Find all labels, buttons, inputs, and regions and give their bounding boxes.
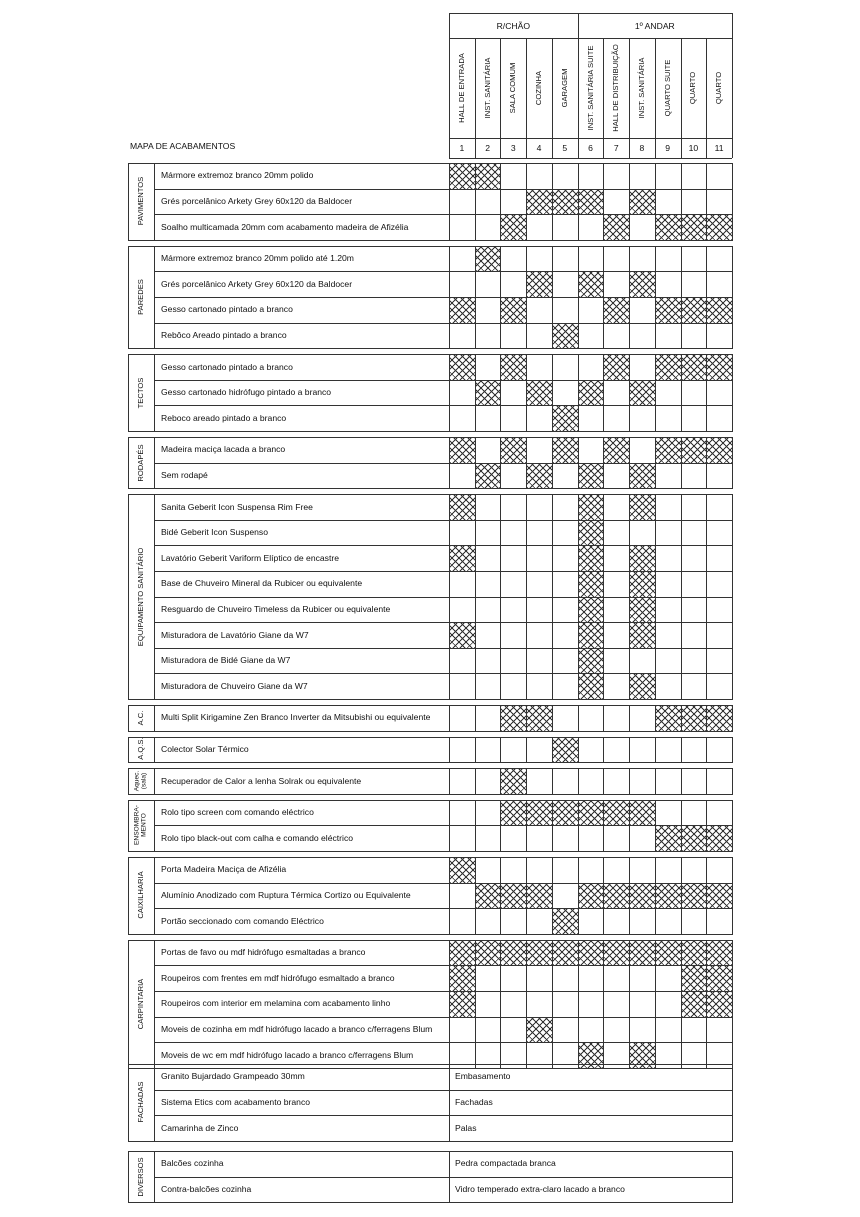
grid-column-line <box>500 737 501 763</box>
hatched-cell-room-8 <box>630 884 655 909</box>
hatched-cell-room-5 <box>553 190 578 215</box>
section-label: CAIXILHARIA <box>136 871 146 920</box>
hatched-cell-room-6 <box>579 572 604 597</box>
hatched-cell-room-10 <box>682 438 707 463</box>
grid-left-line <box>449 705 450 731</box>
row-line <box>154 1090 732 1091</box>
grid-left-line <box>449 768 450 794</box>
hatched-cell-room-7 <box>604 884 629 909</box>
grid-column-line <box>629 705 630 731</box>
hatched-cell-room-6 <box>579 381 604 406</box>
hatched-cell-room-5 <box>553 738 578 763</box>
hatched-cell-room-3 <box>501 298 526 323</box>
grid-column-line <box>706 737 707 763</box>
finish-label: Alumínio Anodizado com Ruptura Térmica Cortizo ou Equivalente <box>161 889 411 900</box>
grid-column-line <box>655 768 656 794</box>
section-name-divider <box>154 857 155 934</box>
section-name-divider <box>154 163 155 240</box>
row-line <box>154 991 732 992</box>
item-value: Fachadas <box>455 1096 493 1107</box>
grid-column-line <box>526 768 527 794</box>
section-name-divider <box>154 1064 155 1141</box>
hatched-cell-room-7 <box>604 355 629 380</box>
hatched-cell-room-2 <box>476 381 501 406</box>
hatched-cell-room-8 <box>630 674 655 699</box>
row-line <box>154 1017 732 1018</box>
hatched-cell-room-2 <box>476 464 501 489</box>
finish-label: Soalho multicamada 20mm com acabamento madeira de Afizélia <box>161 221 409 232</box>
hatched-cell-room-4 <box>527 381 552 406</box>
hatched-cell-room-8 <box>630 572 655 597</box>
grid-left-line <box>449 737 450 763</box>
room-number: 10 <box>688 143 699 153</box>
hatched-cell-room-10 <box>682 992 707 1017</box>
value-column-line <box>449 1064 450 1141</box>
finish-label: Lavatório Geberit Variform Elíptico de encastre <box>161 552 340 563</box>
finish-label: Moveis de cozinha em mdf hidrófugo lacado a branco c/ferragens Blum <box>161 1023 433 1034</box>
header-column-line <box>706 38 707 158</box>
finish-label: Reboco areado pintado a branco <box>161 412 287 423</box>
hatched-cell-room-2 <box>476 247 501 272</box>
hatched-cell-room-3 <box>501 215 526 240</box>
finish-label: Recuperador de Calor a lenha Solrak ou equivalente <box>161 775 362 786</box>
section-label: PAVIMENTOS <box>136 177 146 226</box>
section-label: ENSOMBRA- MENTO <box>133 805 147 846</box>
hatched-cell-room-1 <box>450 495 475 520</box>
floor-divider-line <box>578 13 579 158</box>
header-column-line <box>629 38 630 158</box>
grid-column-line <box>681 768 682 794</box>
hatched-cell-room-2 <box>476 941 501 966</box>
floor-label-ground: R/CHÃO <box>496 21 531 31</box>
grid-column-line <box>681 737 682 763</box>
hatched-cell-room-11 <box>707 298 732 323</box>
finish-label: Mármore extremoz branco 20mm polido <box>161 170 314 181</box>
hatched-cell-room-11 <box>707 826 732 851</box>
hatched-cell-room-6 <box>579 546 604 571</box>
hatched-cell-room-9 <box>656 355 681 380</box>
page-title: MAPA DE ACABAMENTOS <box>130 141 236 151</box>
hatched-cell-room-3 <box>501 438 526 463</box>
hatched-cell-room-8 <box>630 546 655 571</box>
hatched-cell-room-1 <box>450 355 475 380</box>
hatched-cell-room-1 <box>450 966 475 991</box>
hatched-cell-room-9 <box>656 884 681 909</box>
header-top-line <box>449 13 732 14</box>
hatched-cell-room-8 <box>630 623 655 648</box>
hatched-cell-room-6 <box>579 623 604 648</box>
finish-label: Mármore extremoz branco 20mm polido até 1.20m <box>161 253 354 264</box>
finish-label: Gesso cartonado hidrófugo pintado a branco <box>161 387 332 398</box>
section-name-divider <box>154 940 155 1068</box>
hatched-cell-room-6 <box>579 521 604 546</box>
hatched-cell-room-10 <box>682 355 707 380</box>
finish-label: Colector Solar Térmico <box>161 743 249 754</box>
hatched-cell-room-9 <box>656 941 681 966</box>
hatched-cell-room-8 <box>630 495 655 520</box>
hatched-cell-room-4 <box>527 941 552 966</box>
hatched-cell-room-3 <box>501 769 526 794</box>
room-number: 6 <box>588 143 593 153</box>
hatched-cell-room-9 <box>656 215 681 240</box>
row-line <box>154 323 732 324</box>
room-number-row-line <box>449 138 732 139</box>
room-number: 4 <box>536 143 542 153</box>
hatched-cell-room-1 <box>450 992 475 1017</box>
section-label: RODAPÉS <box>136 444 146 482</box>
hatched-cell-room-4 <box>527 706 552 731</box>
hatched-cell-room-1 <box>450 623 475 648</box>
room-name-label: SALA COMUM <box>508 62 518 114</box>
room-name-label: HALL DE DISTRIBUIÇÃO <box>611 44 621 132</box>
finish-label: Roupeiros com interior em melamina com acabamento linho <box>161 998 391 1009</box>
room-name-label: INST. SANITÁRIA <box>637 57 647 119</box>
hatched-cell-room-10 <box>682 826 707 851</box>
room-number: 2 <box>485 143 490 153</box>
room-number: 5 <box>562 143 568 153</box>
finish-label: Gesso cartonado pintado a branco <box>161 304 293 315</box>
section-label: TECTOS <box>136 377 146 408</box>
header-column-line <box>500 38 501 158</box>
hatched-cell-room-2 <box>476 884 501 909</box>
hatched-cell-room-1 <box>450 438 475 463</box>
hatched-cell-room-5 <box>553 438 578 463</box>
row-line <box>154 214 732 215</box>
finish-label: Multi Split Kirigamine Zen Branco Inverter da Mitsubishi ou equivalente <box>161 712 431 723</box>
hatched-cell-room-5 <box>553 801 578 826</box>
finish-label: Sanita Geberit Icon Suspensa Rim Free <box>161 501 313 512</box>
finish-label: Portas de favo ou mdf hidrófugo esmaltadas a branco <box>161 947 366 958</box>
hatched-cell-room-8 <box>630 801 655 826</box>
hatched-cell-room-11 <box>707 215 732 240</box>
grid-column-line <box>603 768 604 794</box>
hatched-cell-room-5 <box>553 909 578 934</box>
row-line <box>154 1115 732 1116</box>
hatched-cell-room-11 <box>707 706 732 731</box>
floor-row-line <box>449 38 732 39</box>
room-number: 9 <box>665 143 671 153</box>
hatched-cell-room-5 <box>553 941 578 966</box>
hatched-cell-room-6 <box>579 190 604 215</box>
hatched-cell-room-1 <box>450 164 475 189</box>
finish-label: Rebôco Areado pintado a branco <box>161 329 287 340</box>
room-number: 3 <box>510 143 516 153</box>
grid-column-line <box>578 705 579 731</box>
hatched-cell-room-10 <box>682 966 707 991</box>
finish-label: Portão seccionado com comando Eléctrico <box>161 915 324 926</box>
hatched-cell-room-10 <box>682 706 707 731</box>
hatched-cell-room-6 <box>579 464 604 489</box>
hatched-cell-room-7 <box>604 298 629 323</box>
hatched-cell-room-6 <box>579 801 604 826</box>
room-name-label: INST. SANITÁRIA SUITE <box>585 45 595 131</box>
hatched-cell-room-4 <box>527 272 552 297</box>
row-line <box>154 520 732 521</box>
hatched-cell-room-6 <box>579 495 604 520</box>
grid-column-line <box>629 768 630 794</box>
hatched-cell-room-4 <box>527 801 552 826</box>
hatched-cell-room-1 <box>450 858 475 883</box>
hatched-cell-room-9 <box>656 298 681 323</box>
finish-label: Roupeiros com frentes em mdf hidrófugo esmaltado a branco <box>161 972 395 983</box>
row-line <box>154 908 732 909</box>
hatched-cell-room-3 <box>501 801 526 826</box>
section-label: CARPINTARIA <box>136 978 146 1030</box>
hatched-cell-room-10 <box>682 298 707 323</box>
room-name-label: GARAGEM <box>559 68 569 108</box>
hatched-cell-room-6 <box>579 272 604 297</box>
grid-column-line <box>475 705 476 731</box>
hatched-cell-room-11 <box>707 355 732 380</box>
hatched-cell-room-3 <box>501 941 526 966</box>
header-right-line <box>732 13 733 158</box>
hatched-cell-room-4 <box>527 464 552 489</box>
header-left-line <box>449 13 450 158</box>
item-label: Granito Bujardado Grampeado 30mm <box>161 1071 305 1082</box>
hatched-cell-room-10 <box>682 884 707 909</box>
item-label: Sistema Etics com acabamento branco <box>161 1096 311 1107</box>
hatched-cell-room-6 <box>579 941 604 966</box>
finish-label: Grés porcelânico Arkety Grey 60x120 da Baldocer <box>161 195 353 206</box>
floor-label-first: 1º ANDAR <box>634 21 675 31</box>
hatched-cell-room-4 <box>527 1018 552 1043</box>
hatched-cell-room-7 <box>604 941 629 966</box>
hatched-cell-room-6 <box>579 598 604 623</box>
hatched-cell-room-8 <box>630 272 655 297</box>
finish-label: Misturadora de Lavatório Giane da W7 <box>161 629 309 640</box>
hatched-cell-room-4 <box>527 190 552 215</box>
facades-section-label: FACHADAS <box>136 1081 146 1123</box>
section-name-divider <box>154 705 155 731</box>
finish-label: Porta Madeira Maciça de Afizélia <box>161 864 287 875</box>
header-column-line <box>603 38 604 158</box>
grid-column-line <box>655 737 656 763</box>
finish-label: Bidé Geberit Icon Suspenso <box>161 527 269 538</box>
finish-label: Base de Chuveiro Mineral da Rubicer ou equivalente <box>161 578 363 589</box>
item-label: Balcões cozinha <box>161 1158 224 1169</box>
hatched-cell-room-9 <box>656 438 681 463</box>
finish-label: Resguardo de Chuveiro Timeless da Rubicer ou equivalente <box>161 603 391 614</box>
hatched-cell-room-3 <box>501 706 526 731</box>
room-name-label: COZINHA <box>534 70 544 106</box>
hatched-cell-room-9 <box>656 826 681 851</box>
hatched-cell-room-11 <box>707 438 732 463</box>
section-label: EQUIPAMENTO SANITÁRIO <box>136 547 146 646</box>
item-value: Vidro temperado extra-claro lacado a branco <box>455 1183 625 1194</box>
grid-column-line <box>603 737 604 763</box>
hatched-cell-room-6 <box>579 674 604 699</box>
hatched-cell-room-1 <box>450 941 475 966</box>
room-number: 11 <box>714 143 724 153</box>
hatched-cell-room-10 <box>682 941 707 966</box>
section-label: A.C. <box>136 710 146 726</box>
item-value: Pedra compactada branca <box>455 1158 556 1169</box>
hatched-cell-room-9 <box>656 706 681 731</box>
hatched-cell-room-11 <box>707 941 732 966</box>
hatched-cell-room-1 <box>450 298 475 323</box>
hatched-cell-room-11 <box>707 884 732 909</box>
row-line <box>154 648 732 649</box>
finish-label: Rolo tipo black-out com calha e comando eléctrico <box>161 832 354 843</box>
grid-column-line <box>526 737 527 763</box>
room-name-label: HALL DE ENTRADA <box>457 53 467 123</box>
room-number: 8 <box>639 143 645 153</box>
section-name-divider <box>154 768 155 794</box>
hatched-cell-room-2 <box>476 164 501 189</box>
room-name-label: INST. SANITÁRIA <box>482 57 492 119</box>
hatched-cell-room-7 <box>604 801 629 826</box>
hatched-cell-room-3 <box>501 355 526 380</box>
header-column-line <box>475 38 476 158</box>
grid-column-line <box>578 768 579 794</box>
hatched-cell-room-8 <box>630 941 655 966</box>
misc-section-label: DIVERSOS <box>136 1156 146 1197</box>
hatched-cell-room-8 <box>630 190 655 215</box>
header-bottom-line <box>449 158 732 159</box>
grid-column-line <box>475 737 476 763</box>
finish-label: Madeira maciça lacada a branco <box>161 444 286 455</box>
grid-column-line <box>706 768 707 794</box>
hatched-cell-room-6 <box>579 649 604 674</box>
item-value: Embasamento <box>455 1071 511 1082</box>
hatched-cell-room-5 <box>553 406 578 431</box>
header-column-line <box>655 38 656 158</box>
finish-label: Gesso cartonado pintado a branco <box>161 361 293 372</box>
finish-label: Rolo tipo screen com comando eléctrico <box>161 807 314 818</box>
hatched-cell-room-10 <box>682 215 707 240</box>
room-number: 7 <box>613 143 619 153</box>
header-column-line <box>552 38 553 158</box>
finish-label: Misturadora de Chuveiro Giane da W7 <box>161 680 308 691</box>
room-number: 1 <box>459 143 465 153</box>
hatched-cell-room-4 <box>527 884 552 909</box>
item-value: Palas <box>455 1122 477 1133</box>
hatched-cell-room-11 <box>707 966 732 991</box>
hatched-cell-room-5 <box>553 324 578 349</box>
grid-column-line <box>475 768 476 794</box>
hatched-cell-room-6 <box>579 884 604 909</box>
grid-column-line <box>552 705 553 731</box>
hatched-cell-room-8 <box>630 464 655 489</box>
hatched-cell-room-8 <box>630 381 655 406</box>
header-column-line <box>681 38 682 158</box>
row-line <box>154 1177 732 1178</box>
row-line <box>154 297 732 298</box>
item-label: Contra-balcões cozinha <box>161 1183 252 1194</box>
section-label: PAREDES <box>136 279 146 315</box>
row-line <box>154 825 732 826</box>
header-column-line <box>526 38 527 158</box>
finish-label: Moveis de wc em mdf hidrófugo lacado a branco c/ferragens Blum <box>161 1049 414 1060</box>
section-label: Aquec. (sala) <box>133 770 147 792</box>
hatched-cell-room-7 <box>604 215 629 240</box>
hatched-cell-room-1 <box>450 546 475 571</box>
hatched-cell-room-7 <box>604 438 629 463</box>
section-name-divider <box>154 354 155 431</box>
hatched-cell-room-3 <box>501 884 526 909</box>
grid-column-line <box>603 705 604 731</box>
room-name-label: QUARTO <box>714 71 724 105</box>
row-line <box>154 405 732 406</box>
finish-label: Sem rodapé <box>161 469 208 480</box>
finish-label: Misturadora de Bidé Giane da W7 <box>161 655 291 666</box>
section-name-divider <box>154 737 155 763</box>
grid-column-line <box>552 768 553 794</box>
finish-label: Grés porcelânico Arkety Grey 60x120 da Baldocer <box>161 278 353 289</box>
row-line <box>154 965 732 966</box>
hatched-cell-room-8 <box>630 598 655 623</box>
room-name-label: QUARTO <box>688 71 698 105</box>
item-label: Camarinha de Zinco <box>161 1122 239 1133</box>
room-name-label: QUARTO SUITE <box>662 59 672 117</box>
grid-column-line <box>629 737 630 763</box>
grid-column-line <box>578 737 579 763</box>
hatched-cell-room-11 <box>707 992 732 1017</box>
section-label: A.Q.S. <box>136 737 146 761</box>
